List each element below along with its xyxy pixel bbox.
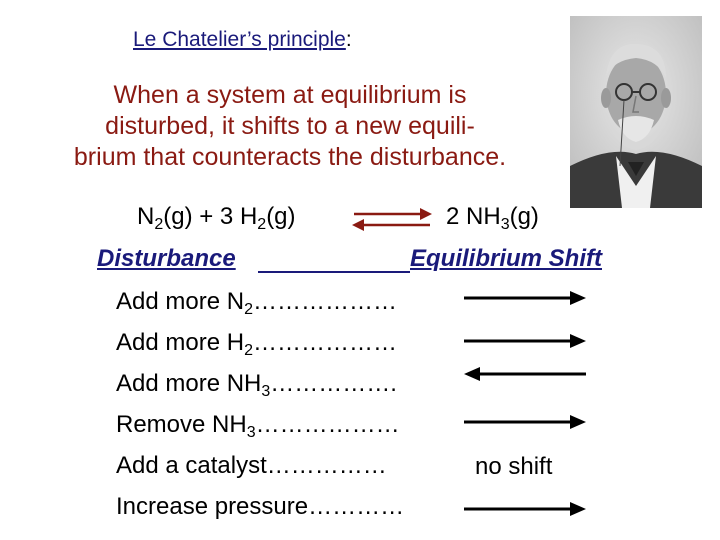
product-subscript: 3 <box>500 216 510 233</box>
equilibrium-arrows-icon <box>350 206 434 232</box>
no-shift-label: no shift <box>475 453 553 480</box>
row-label: Add more $H_2\dots\dots\dots\dots\dots\dots$ <box>116 329 397 359</box>
title-colon: : <box>345 28 352 51</box>
definition-line: brium that counteracts the disturbance. <box>73 143 507 171</box>
left-arrow-icon <box>462 367 588 381</box>
right-arrow-icon <box>462 334 588 348</box>
definition-text <box>0 80 580 173</box>
reactant-subscript: 2 <box>154 216 164 233</box>
title-text: Le Chatelier’s principle <box>133 28 346 51</box>
page-title <box>133 28 352 52</box>
row-label: Add more $NH_3\dots\dots\dots\dots\dots$. <box>116 370 397 400</box>
definition-line: disturbed, it shifts to a new equili- <box>105 112 475 140</box>
product-text: 2 NH <box>446 203 501 230</box>
portrait-photo <box>570 16 702 208</box>
row-label: Increase pressure………… <box>116 493 405 520</box>
right-arrow-icon <box>462 291 588 305</box>
definition-line: When a system at equilibrium is <box>113 81 467 109</box>
row-label: Add more $N_2\dots\dots\dots\dots\dots\dots$ <box>116 288 397 318</box>
row-label: Add a catalyst…………… <box>116 452 387 479</box>
right-arrow-icon <box>462 415 588 429</box>
row-label: Remove $NH_3\dots\dots\dots\dots\dots\dots$ <box>116 411 400 441</box>
right-arrow-icon <box>462 502 588 516</box>
header-disturbance: Disturbance <box>97 245 236 272</box>
equation-products <box>446 203 539 231</box>
reactant-subscript: 2 <box>257 216 267 233</box>
reactant-text: N <box>137 203 155 230</box>
equation-reactants <box>137 203 296 231</box>
header-equilibrium-shift: Equilibrium Shift <box>410 245 602 272</box>
reactant-text: (g) <box>266 203 296 230</box>
reactant-text: (g) + 3 H <box>163 203 258 230</box>
header-underline <box>258 271 410 273</box>
product-text: (g) <box>509 203 539 230</box>
